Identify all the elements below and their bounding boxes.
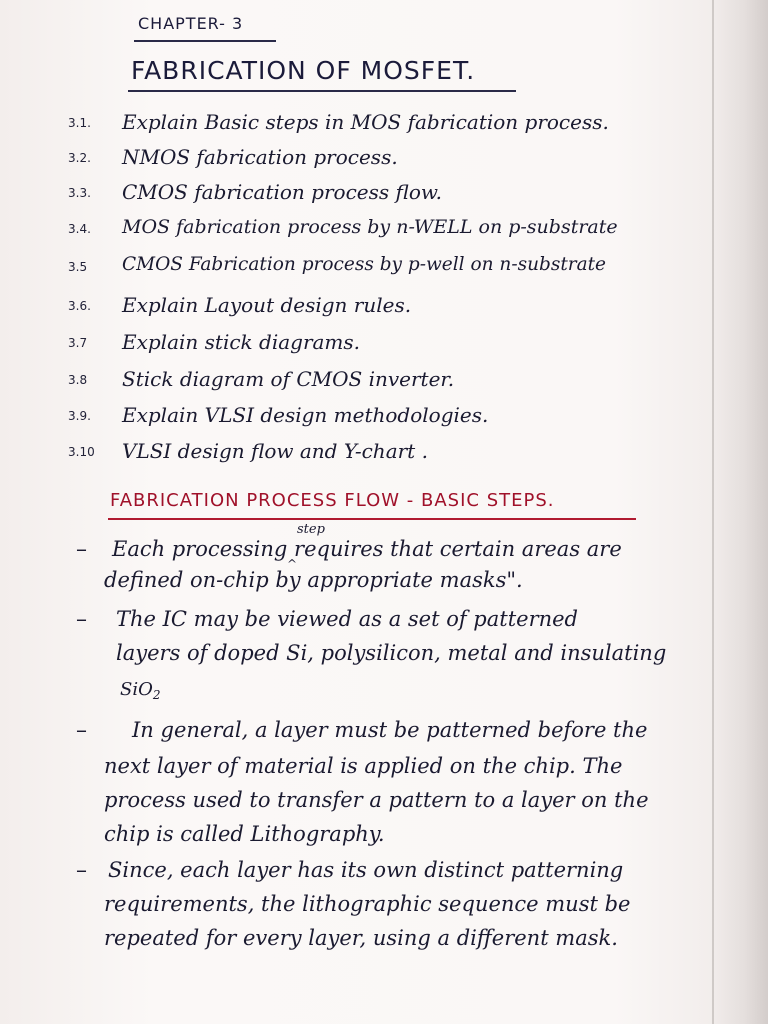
- bullet-line: process used to transfer a pattern to a layer on the: [104, 788, 649, 812]
- bullet-dash: –: [76, 537, 87, 562]
- toc-text: Explain Basic steps in MOS fabrication process.: [122, 110, 609, 134]
- toc-number: 3.4.: [68, 222, 91, 236]
- insert-note: step: [297, 522, 325, 537]
- toc-text: Explain VLSI design methodologies.: [122, 403, 489, 427]
- toc-text: Stick diagram of CMOS inverter.: [122, 367, 455, 391]
- page-edge-line: [712, 0, 714, 1024]
- toc-text: Explain stick diagrams.: [122, 330, 361, 354]
- bullet-line: defined on-chip by appropriate masks".: [104, 568, 523, 592]
- bullet-line: The IC may be viewed as a set of patterned: [116, 607, 578, 631]
- insert-caret: ^: [287, 557, 298, 571]
- toc-item: [0, 330, 712, 360]
- bullet-line: layers of doped Si, polysilicon, metal and insulating: [116, 641, 667, 665]
- bullet-line: requirements, the lithographic sequence must be: [104, 892, 631, 916]
- toc-item: [0, 216, 712, 246]
- bullet-line: repeated for every layer, using a different mask.: [104, 926, 618, 950]
- toc-number: 3.6.: [68, 299, 91, 313]
- toc-text: CMOS Fabrication process by p-well on n-substrate: [122, 254, 607, 275]
- page-title: FABRICATION OF MOSFET.: [131, 56, 476, 85]
- bullet-dash: –: [76, 718, 87, 743]
- toc-number: 3.5: [68, 260, 88, 274]
- toc-number: 3.7: [68, 336, 88, 350]
- toc-number: 3.2.: [68, 151, 91, 165]
- toc-item: [0, 367, 712, 397]
- toc-number: 3.3.: [68, 186, 91, 200]
- page-spine-shadow: [710, 0, 768, 1024]
- bullet-line: chip is called Lithography.: [104, 822, 385, 846]
- chapter-label: CHAPTER- 3: [138, 14, 244, 33]
- title-underline: [128, 90, 516, 92]
- toc-number: 3.8: [68, 373, 88, 387]
- toc-number: 3.1.: [68, 116, 91, 130]
- section-underline: [108, 518, 636, 520]
- bullet-line: next layer of material is applied on the chip. The: [104, 754, 623, 778]
- toc-item: [0, 403, 712, 433]
- bullet-dash: –: [76, 607, 87, 632]
- toc-number: 3.10: [68, 445, 95, 459]
- toc-text: CMOS fabrication process flow.: [122, 180, 442, 204]
- sio2-subscript: 2: [152, 688, 161, 702]
- sio2-text: SiO: [120, 679, 153, 700]
- bullet-line: [120, 679, 161, 702]
- bullet-line: In general, a layer must be patterned before the: [132, 718, 648, 742]
- toc-item: [0, 110, 712, 140]
- toc-number: 3.9.: [68, 409, 91, 423]
- toc-item: [0, 145, 712, 175]
- toc-text: MOS fabrication process by n-WELL on p-substrate: [122, 216, 618, 238]
- bullet-line: Each processing requires that certain areas are: [112, 537, 622, 561]
- chapter-underline: [134, 40, 276, 42]
- toc-text: VLSI design flow and Y-chart .: [122, 439, 428, 463]
- toc-item: [0, 439, 712, 469]
- toc-text: Explain Layout design rules.: [122, 293, 412, 317]
- toc-item: [0, 293, 712, 323]
- toc-item: [0, 180, 712, 210]
- toc-item: [0, 254, 712, 284]
- toc-text: NMOS fabrication process.: [122, 145, 398, 169]
- bullet-dash: –: [76, 858, 87, 883]
- section-heading: FABRICATION PROCESS FLOW - BASIC STEPS.: [110, 490, 555, 511]
- bullet-line: Since, each layer has its own distinct patterning: [108, 858, 624, 882]
